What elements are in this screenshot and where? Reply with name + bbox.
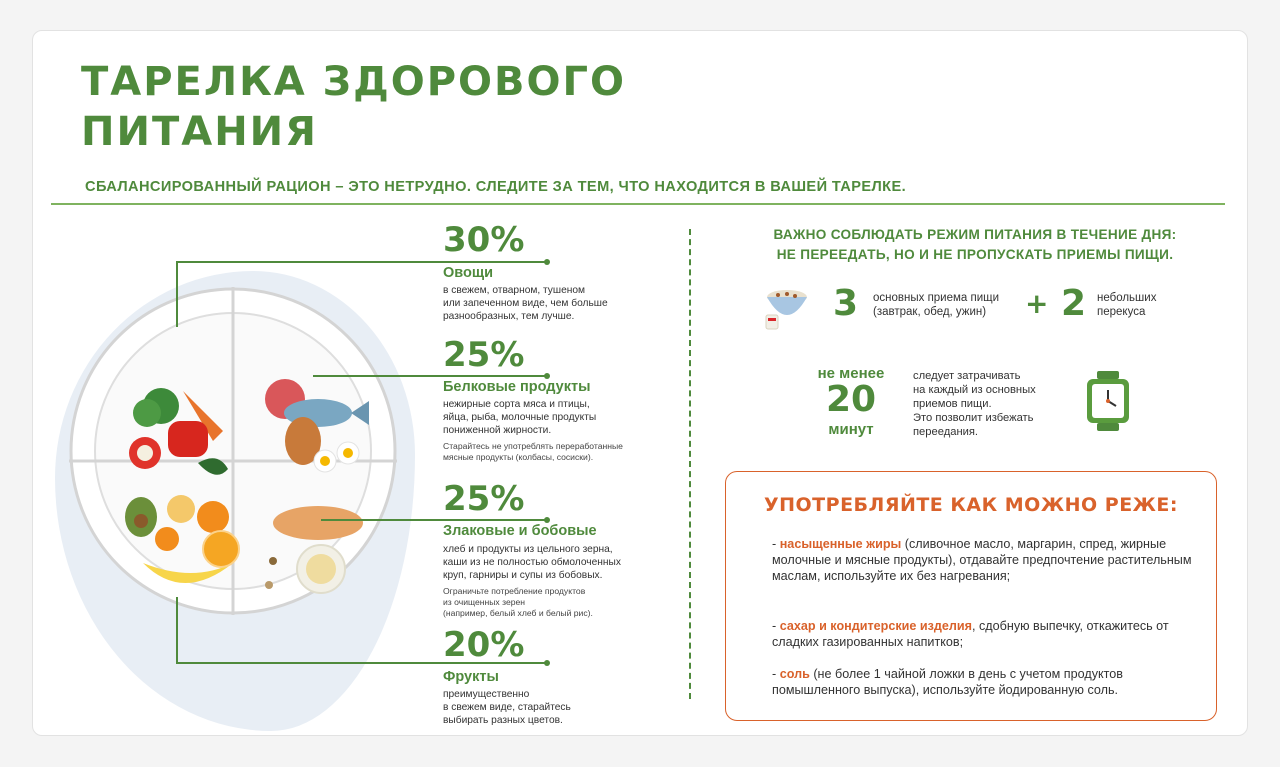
infographic-card [32, 30, 1248, 736]
snacks-count: 2 [1061, 283, 1087, 324]
dashed-divider [689, 229, 691, 699]
connector-vegetables [176, 261, 548, 263]
desc-grains: хлеб и продукты из цельного зерна, каши из не полностью обмолоченных круп, гарниры и супы из бобовых. [443, 544, 621, 581]
connector-dot [544, 259, 550, 265]
connector-grains [321, 519, 548, 521]
category-fruits: Фрукты [443, 669, 499, 685]
note-grains: Ограничьте потребление продуктов из очищенных зерен (например, белый хлеб и белый рис). [443, 586, 593, 618]
desc-vegetables: в свежем, отварном, тушеном или запеченном виде, чем больше разнообразных, тем лучше. [443, 285, 608, 322]
clock-icon [1085, 371, 1131, 431]
connector-dot [544, 660, 550, 666]
porridge-bowl-icon [763, 283, 811, 331]
warning-item-fats: - насыщенные жиры (сливочное масло, маргарин, спред, жирные молочные и мясные продукты), отдавайте предпочтение растительным маслам, используйте их без нагревания; [772, 537, 1192, 583]
warning-title: УПОТРЕБЛЯЙТЕ КАК МОЖНО РЕЖЕ: [763, 494, 1179, 516]
percent-vegetables: 30% [443, 220, 525, 260]
warning-item-sugar: - сахар и кондитерские изделия, сдобную выпечку, откажитесь от сладких газированных напитков; [772, 619, 1169, 649]
plate-icon [63, 281, 403, 621]
desc-protein: нежирные сорта мяса и птицы, яйца, рыба, молочные продукты пониженной жирности. [443, 399, 597, 436]
page-subtitle: СБАЛАНСИРОВАННЫЙ РАЦИОН – ЭТО НЕТРУДНО. СЛЕДИТЕ ЗА ТЕМ, ЧТО НАХОДИТСЯ В ВАШЕЙ ТАРЕЛКЕ. [85, 179, 907, 195]
regime-heading: ВАЖНО СОБЛЮДАТЬ РЕЖИМ ПИТАНИЯ В ТЕЧЕНИЕ ДНЯ: НЕ ПЕРЕЕДАТЬ, НО И НЕ ПРОПУСКАТЬ ПРИЕМЫ ПИЩИ. [773, 227, 1177, 262]
snacks-text: небольших перекуса [1097, 292, 1157, 318]
connector-fruits-vertical [176, 597, 178, 663]
note-protein: Старайтесь не употреблять переработанные мясные продукты (колбасы, сосиски). [443, 441, 623, 462]
connector-protein [313, 375, 548, 377]
plus-sign: + [1025, 287, 1049, 320]
category-protein: Белковые продукты [443, 379, 591, 395]
divider [51, 203, 1225, 205]
connector-vegetables-vertical [176, 261, 178, 327]
warning-box [725, 471, 1217, 721]
desc-fruits: преимущественно в свежем виде, старайтесь выбирать разных цветов. [443, 689, 571, 726]
min-label-bottom: минут [828, 421, 874, 438]
page-title: ТАРЕЛКА ЗДОРОВОГО ПИТАНИЯ [81, 59, 627, 155]
main-meals-text: основных приема пищи (завтрак, обед, ужин) [873, 292, 1000, 318]
warning-item-salt: - соль (не более 1 чайной ложки в день с учетом продуктов помышленного выпуска), используйте йодированную соль. [772, 667, 1123, 697]
min-value: 20 [825, 379, 877, 420]
percent-protein: 25% [443, 335, 525, 375]
percent-grains: 25% [443, 479, 525, 519]
category-grains: Злаковые и бобовые [443, 523, 597, 539]
percent-fruits: 20% [443, 625, 525, 665]
main-meals-count: 3 [833, 283, 859, 324]
time-text: следует затрачивать на каждый из основных приемов пищи. Это позволит избежать переедания. [913, 370, 1036, 438]
min-label-top: не менее [817, 365, 885, 382]
category-vegetables: Овощи [443, 265, 494, 281]
